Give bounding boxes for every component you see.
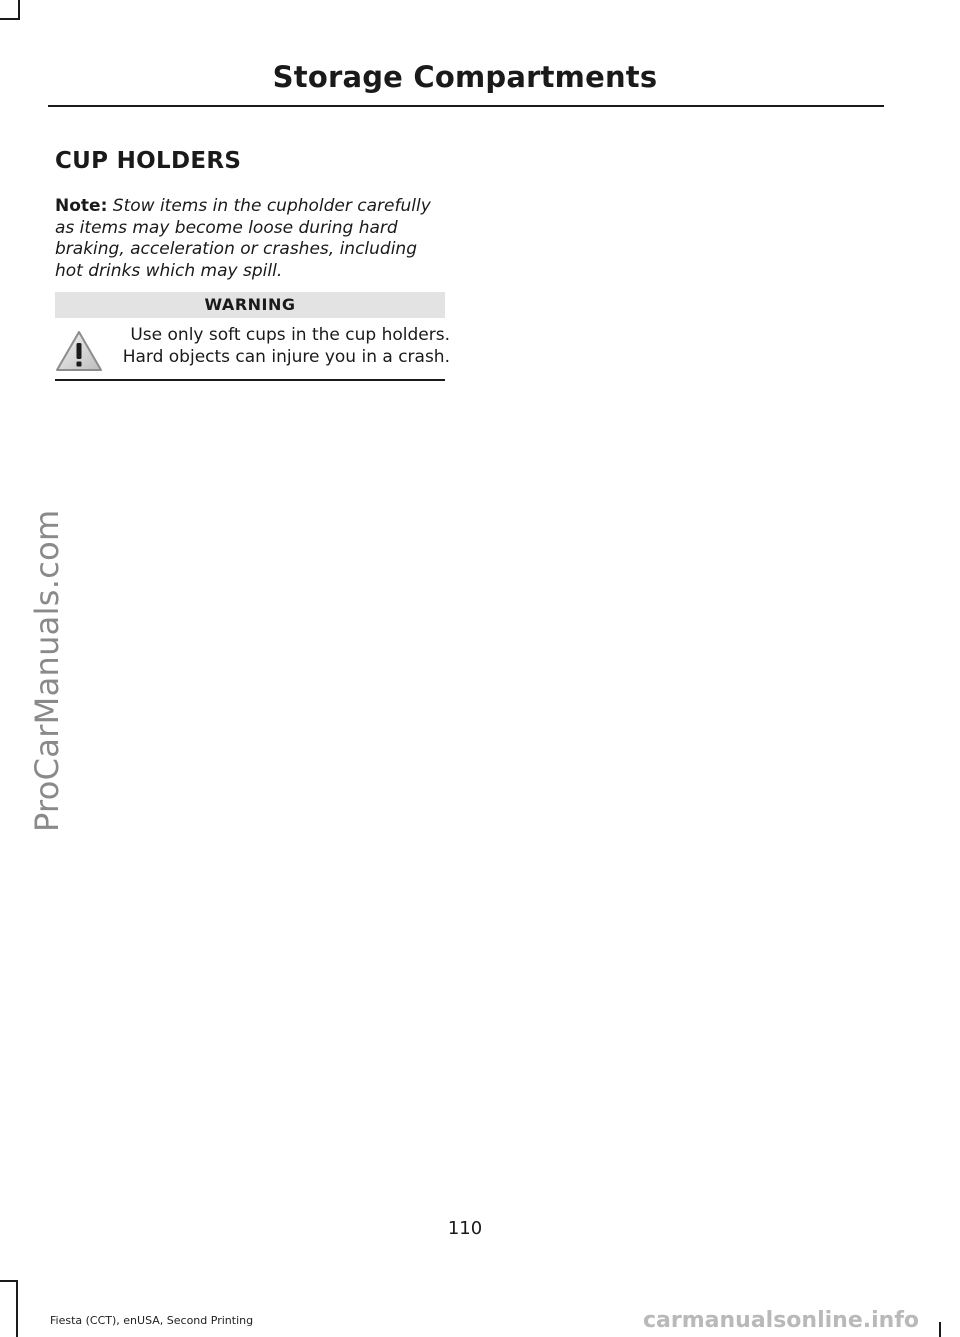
crop-mark — [18, 0, 20, 18]
warning-title: WARNING — [55, 292, 445, 318]
bottom-watermark: carmanualsonline.info — [643, 1308, 919, 1333]
note-label: Note: — [55, 196, 108, 216]
warning-divider — [55, 379, 445, 381]
crop-mark — [0, 18, 20, 20]
warning-text: Use only soft cups in the cup holders. Hard objects can injure you in a crash. — [122, 325, 450, 367]
note-text: Stow items in the cupholder carefully as items may become loose during hard braking, acceleration or crashes, including hot drinks which may spill. — [55, 196, 431, 281]
crop-mark — [16, 1280, 18, 1337]
section-heading: CUP HOLDERS — [55, 148, 242, 174]
page-number: 110 — [447, 1218, 483, 1239]
publication-footer: Fiesta (CCT), enUSA, Second Printing — [50, 1314, 254, 1327]
header-divider — [48, 105, 884, 107]
page-header-title: Storage Compartments — [272, 60, 658, 94]
side-watermark: ProCarManuals.com — [28, 509, 66, 832]
note-paragraph — [55, 196, 450, 282]
warning-triangle-icon — [55, 330, 103, 372]
crop-mark — [939, 1322, 941, 1337]
